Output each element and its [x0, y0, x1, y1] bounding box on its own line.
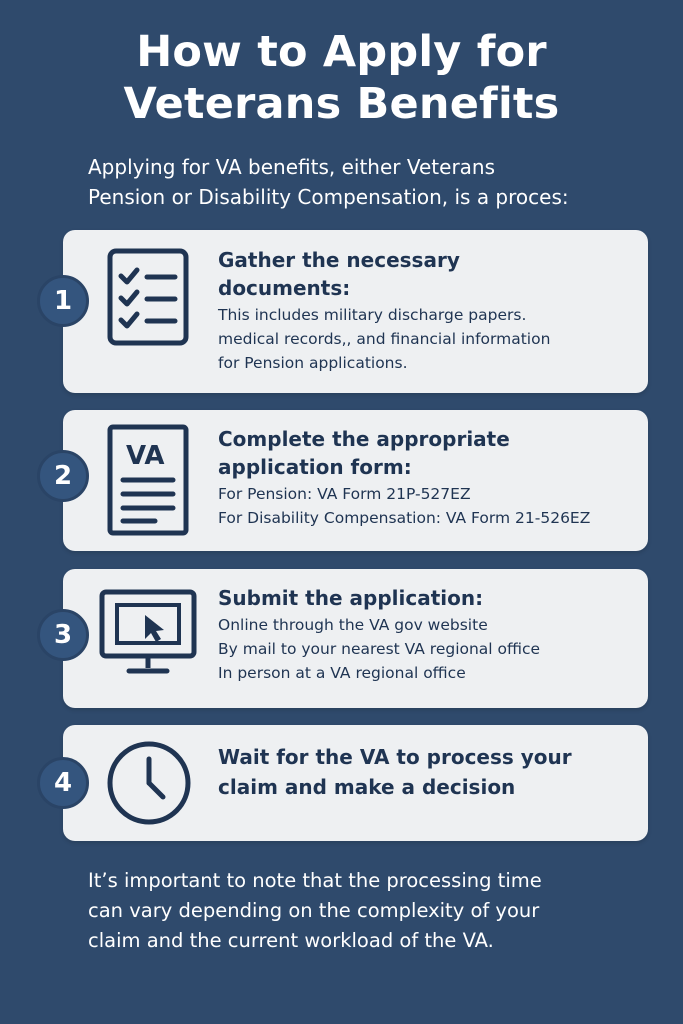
- va-form-icon: [107, 424, 189, 540]
- step-text-4: [218, 742, 640, 802]
- step-heading-1: [218, 246, 640, 302]
- step-number-badge-1: 1: [37, 275, 89, 327]
- page-title: [0, 26, 683, 130]
- step-text-2: [218, 425, 640, 530]
- step-card-4: [53, 725, 648, 841]
- step-card-3: [53, 569, 648, 708]
- step-heading-4-line-1: Wait for the VA to process your: [218, 745, 572, 769]
- step-body-1-line-3: for Pension applications.: [218, 354, 408, 372]
- step-number-badge-2: 2: [37, 450, 89, 502]
- intro-text: [88, 152, 648, 212]
- step-heading-4: [218, 742, 640, 802]
- step-number-badge-3: 3: [37, 609, 89, 661]
- step-body-2: [218, 482, 640, 530]
- step-number-badge-4: 4: [37, 757, 89, 809]
- step-body-2-line-1: For Pension: VA Form 21P-527EZ: [218, 485, 471, 503]
- clock-icon: [105, 739, 193, 831]
- step-body-3-line-3: In person at a VA regional office: [218, 664, 466, 682]
- intro-line-1: Applying for VA benefits, either Veterans: [88, 155, 496, 179]
- step-heading-1-line-2: documents:: [218, 276, 351, 300]
- step-heading-3-line-1: Submit the application:: [218, 586, 484, 610]
- step-heading-2: [218, 425, 640, 481]
- checklist-icon: [107, 248, 189, 350]
- footer-line-2: can vary depending on the complexity of your: [88, 899, 540, 922]
- step-body-2-line-2: For Disability Compensation: VA Form 21-526EZ: [218, 509, 591, 527]
- step-body-1: [218, 303, 640, 375]
- title-line-2: Veterans Benefits: [123, 79, 560, 129]
- step-heading-3: [218, 584, 640, 612]
- title-line-1: How to Apply for: [136, 27, 547, 77]
- va-form-icon-label: VA: [126, 441, 165, 471]
- footer-line-1: It’s important to note that the processing time: [88, 869, 542, 892]
- step-text-1: [218, 246, 640, 375]
- step-heading-4-line-2: claim and make a decision: [218, 775, 516, 799]
- step-card-1: [53, 230, 648, 393]
- footer-line-3: claim and the current workload of the VA.: [88, 929, 494, 952]
- step-heading-1-line-1: Gather the necessary: [218, 248, 460, 272]
- footer-note: [88, 866, 648, 956]
- step-body-3-line-2: By mail to your nearest VA regional office: [218, 640, 541, 658]
- step-body-1-line-2: medical records,, and financial information: [218, 330, 551, 348]
- step-text-3: [218, 584, 640, 685]
- intro-line-2: Pension or Disability Compensation, is a proces:: [88, 185, 569, 209]
- computer-monitor-icon: [99, 589, 197, 683]
- step-heading-2-line-2: application form:: [218, 455, 412, 479]
- step-card-2: [53, 410, 648, 551]
- step-body-1-line-1: This includes military discharge papers.: [218, 306, 527, 324]
- step-body-3-line-1: Online through the VA gov website: [218, 616, 488, 634]
- step-body-3: [218, 613, 640, 685]
- step-heading-2-line-1: Complete the appropriate: [218, 427, 510, 451]
